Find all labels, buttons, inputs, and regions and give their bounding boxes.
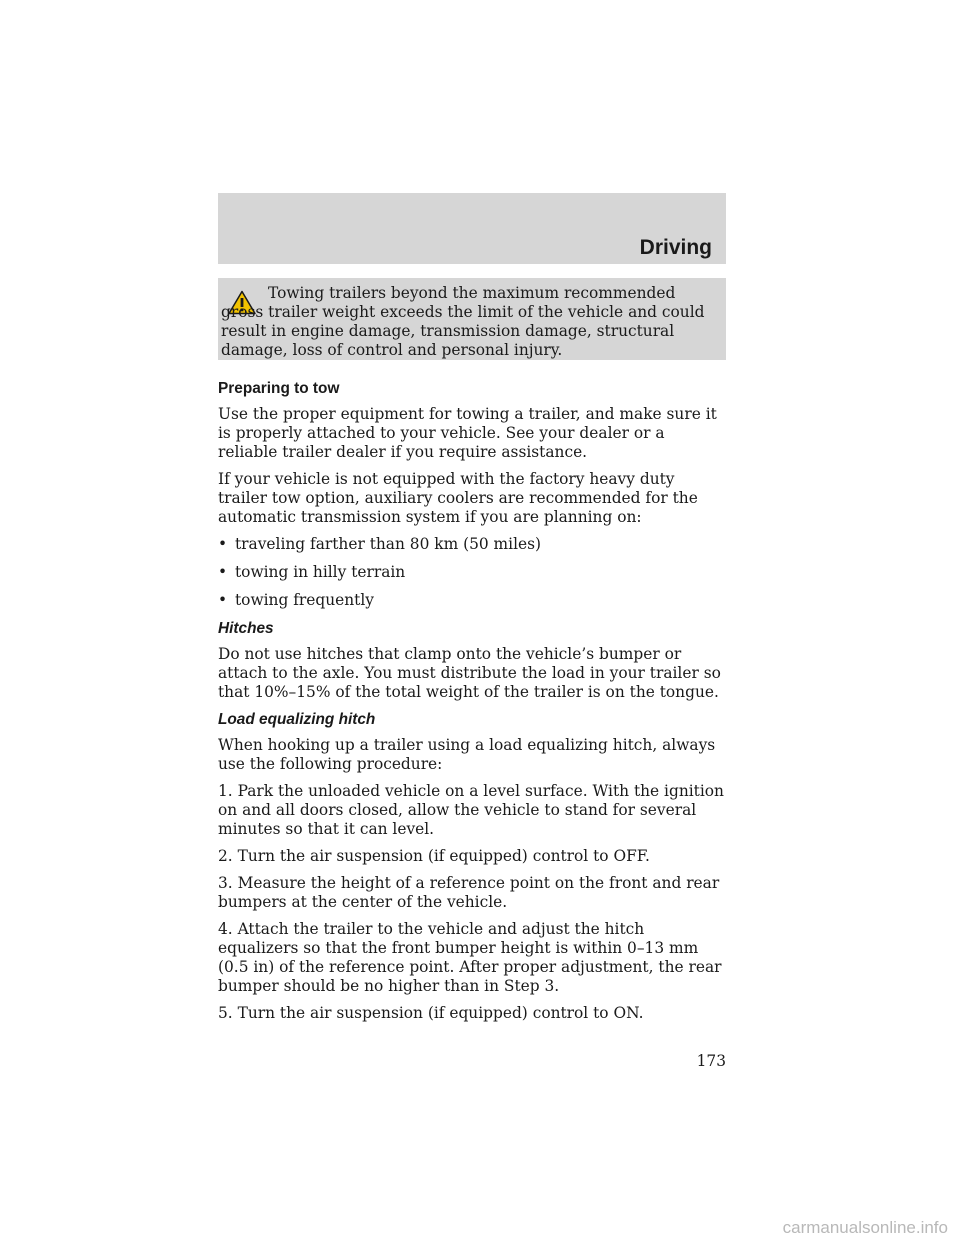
paragraph-equipment: Use the proper equipment for towing a trailer, and make sure it is properly attached to your vehicle. See your dealer or a reliable trailer dealer if you require assistance.: [218, 405, 717, 461]
list-item: [218, 591, 726, 610]
paragraph-auxiliary-coolers: If your vehicle is not equipped with the factory heavy duty trailer tow option, auxiliary coolers are recommended for the automatic transmission system if you are planning on:: [218, 470, 698, 526]
bullet-list: [218, 535, 726, 610]
list-item: [218, 535, 726, 554]
heading-load-equalizing-hitch: Load equalizing hitch: [218, 711, 376, 728]
list-item-text: towing in hilly terrain: [235, 563, 406, 581]
paragraph-procedure-intro: When hooking up a trailer using a load equalizing hitch, always use the following procedure:: [218, 736, 716, 773]
heading-hitches: Hitches: [218, 620, 274, 637]
procedure-step: 4. Attach the trailer to the vehicle and adjust the hitch equalizers so that the front bumper height is within 0–13 mm (0.5 in) of the reference point. After proper adjustment, the rear bumper should be no higher than in Step 3.: [218, 920, 722, 995]
procedure-step: 3. Measure the height of a reference point on the front and rear bumpers at the center of the vehicle.: [218, 874, 720, 911]
paragraph-hitches: Do not use hitches that clamp onto the vehicle’s bumper or attach to the axle. You must distribute the load in your trailer so that 10%–15% of the total weight of the trailer is on the tongue.: [218, 645, 721, 701]
procedure-step: 5. Turn the air suspension (if equipped) control to ON.: [218, 1004, 644, 1022]
page-number: 173: [696, 1052, 726, 1070]
list-item: [218, 563, 726, 582]
procedure-step: 1. Park the unloaded vehicle on a level surface. With the ignition on and all doors closed, allow the vehicle to stand for several minutes so that it can level.: [218, 782, 724, 838]
bullet-icon: •: [218, 591, 228, 609]
heading-preparing-to-tow: Preparing to tow: [218, 380, 340, 397]
watermark: carmanualsonline.info: [782, 1218, 948, 1237]
warning-text: Towing trailers beyond the maximum recommended gross trailer weight exceeds the limit of the vehicle and could result in engine damage, transmission damage, structural damage, loss of control and personal injury.: [221, 284, 705, 359]
bullet-icon: •: [218, 563, 228, 581]
list-item-text: towing frequently: [235, 591, 374, 609]
warning-box: [218, 278, 726, 360]
section-title: Driving: [639, 236, 712, 259]
bullet-icon: •: [218, 535, 228, 553]
main-content: [218, 379, 726, 1031]
procedure-step: 2. Turn the air suspension (if equipped) control to OFF.: [218, 847, 650, 865]
list-item-text: traveling farther than 80 km (50 miles): [235, 535, 542, 553]
section-header: [218, 193, 726, 264]
